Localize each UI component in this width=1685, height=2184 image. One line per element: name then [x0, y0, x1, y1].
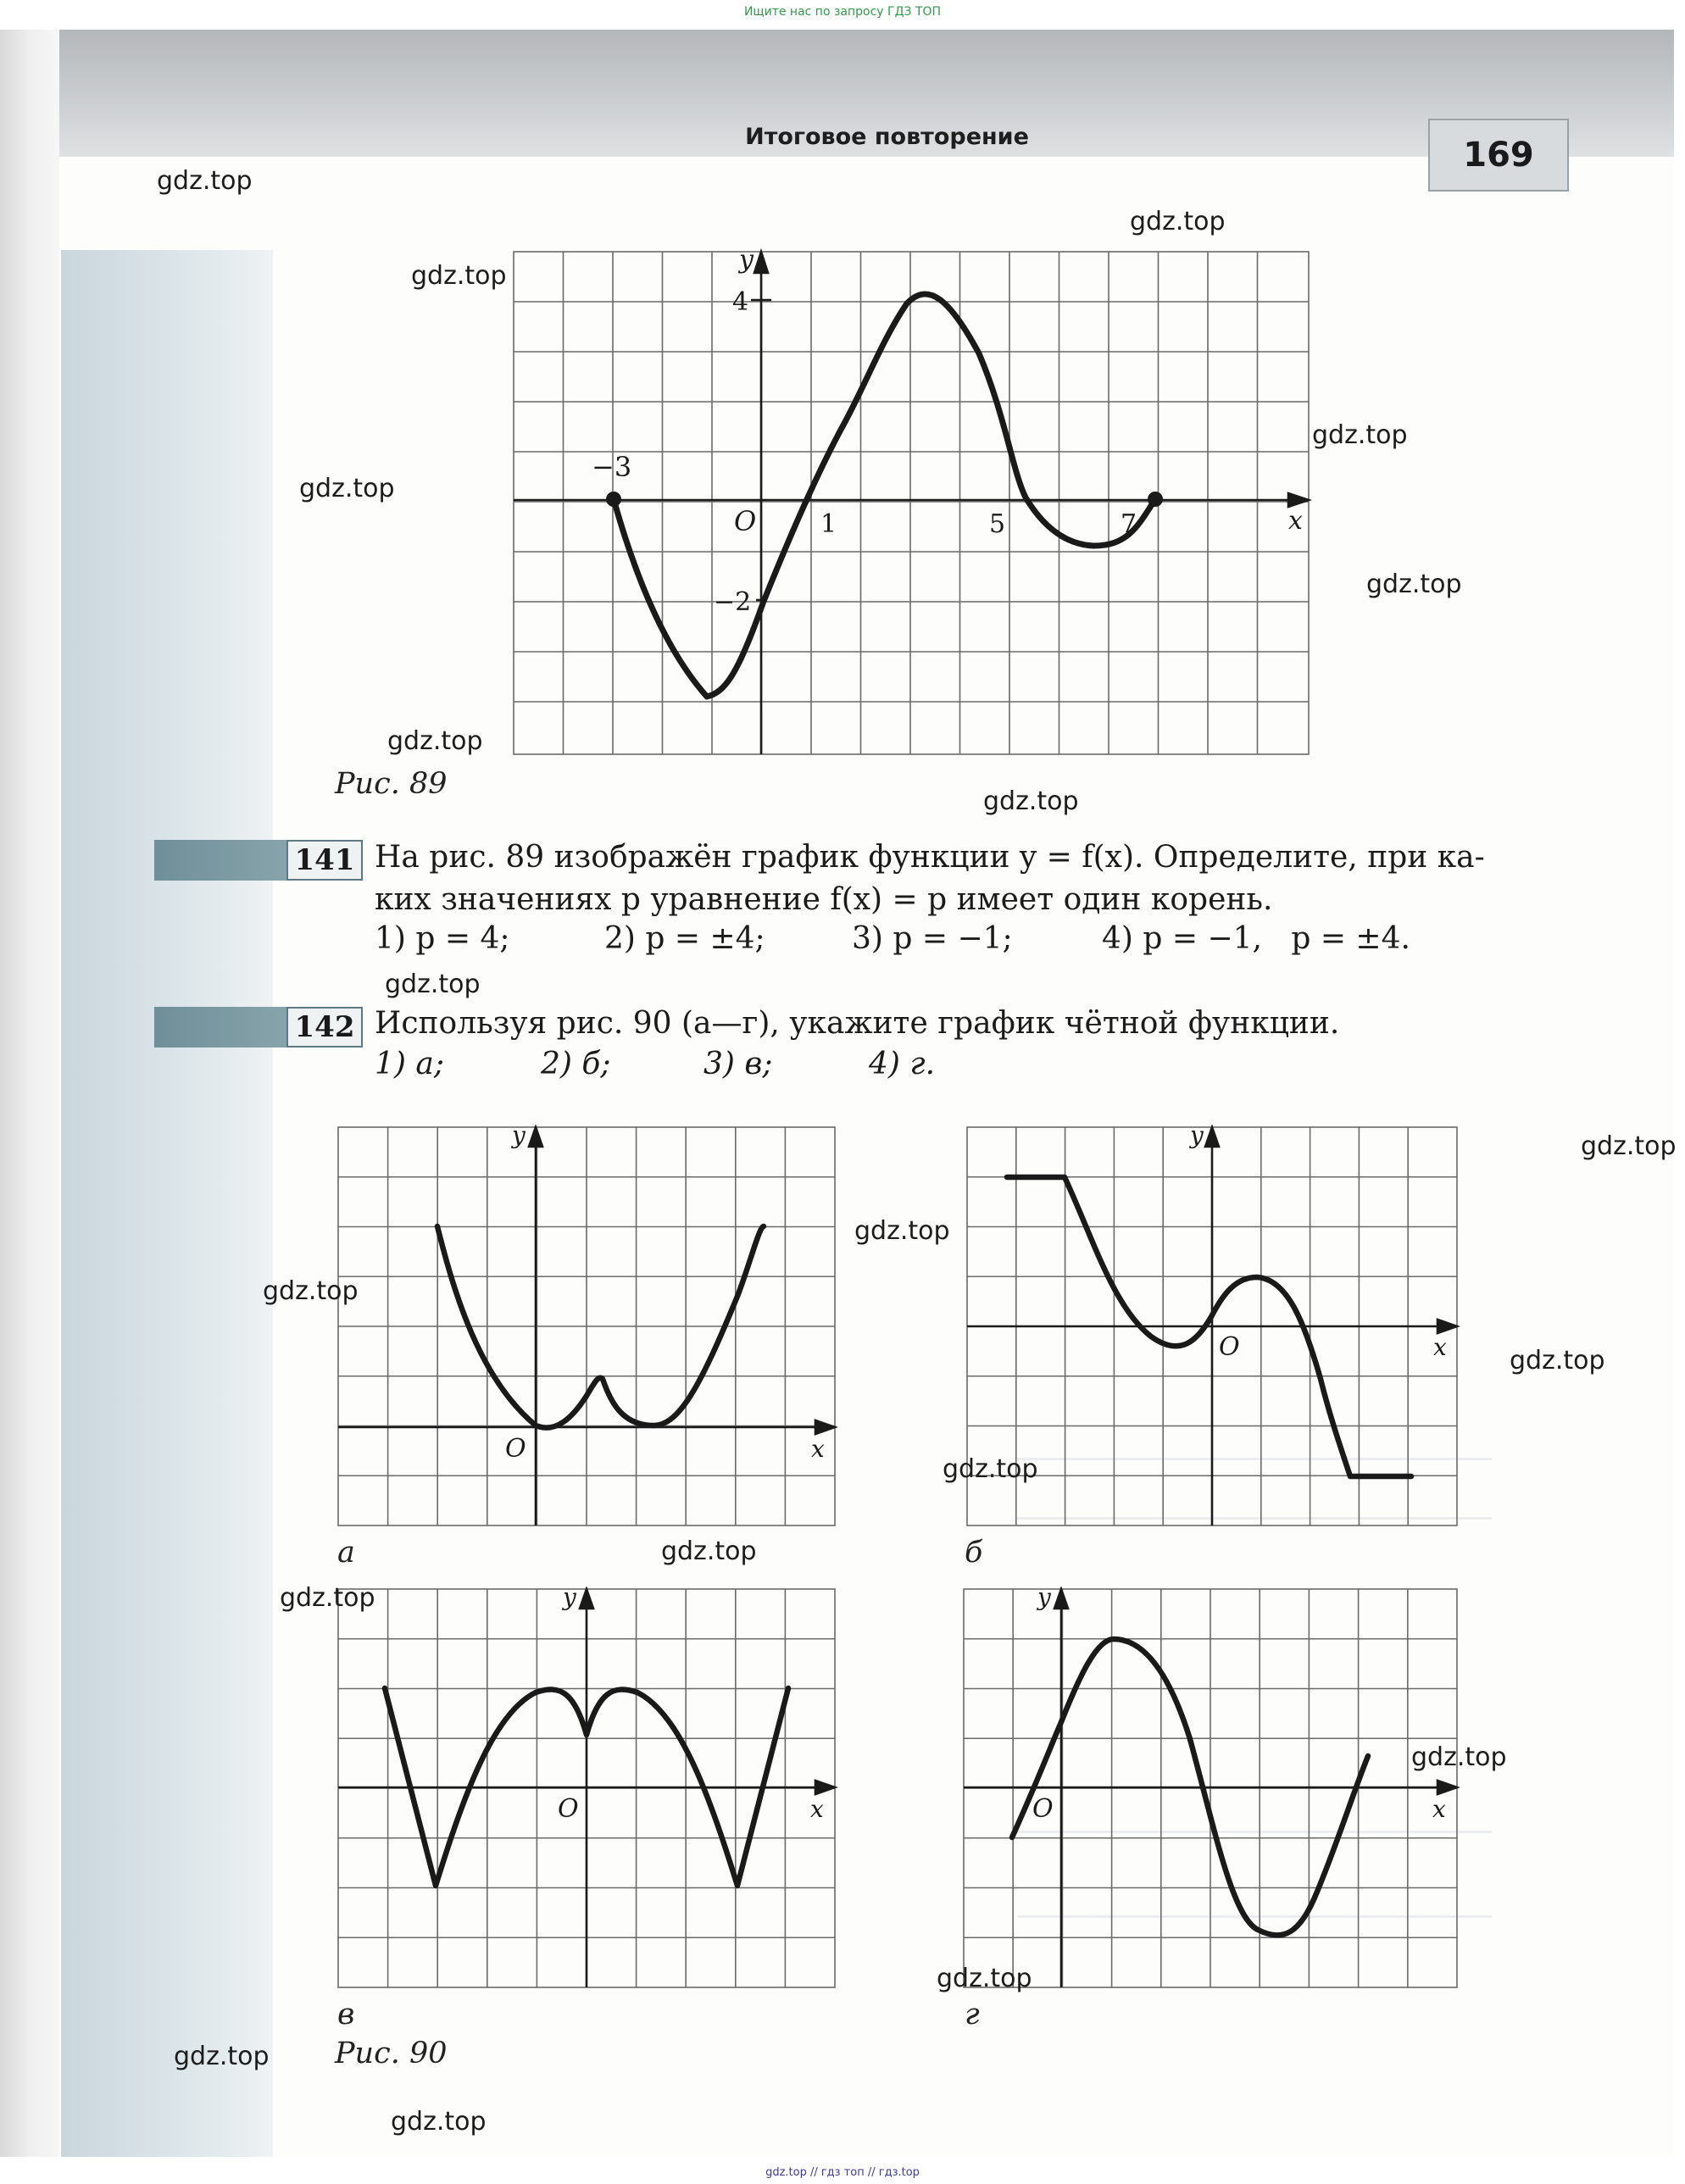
problem-141-badge [154, 840, 363, 881]
graph-v-y-label: y [563, 1587, 576, 1611]
axes [514, 252, 1309, 754]
watermark: gdz.top [854, 1216, 950, 1246]
problem-142-number: 142 [286, 1007, 363, 1048]
figure-90g [961, 1587, 1461, 1992]
graph-g-x-label: x [1432, 1795, 1446, 1823]
problem-141-line1: На рис. 89 изображён график функции y = f(x). Определите, при ка- [375, 840, 1485, 875]
graph-v-origin: O [558, 1794, 579, 1824]
tick-minus-3: −3 [592, 451, 632, 483]
graph-b-origin: O [1219, 1332, 1240, 1362]
watermark: gdz.top [1312, 420, 1408, 450]
watermark: gdz.top [1510, 1346, 1605, 1375]
watermark: gdz.top [943, 1454, 1038, 1484]
watermark: gdz.top [385, 970, 481, 999]
tick-7: 7 [1121, 509, 1137, 539]
watermark: gdz.top [1366, 570, 1462, 599]
problem-142-option-2: 2) б; [541, 1047, 611, 1081]
function-curve [614, 294, 1155, 697]
figure-90-caption: Рис. 90 [335, 2037, 448, 2070]
watermark: gdz.top [1411, 1742, 1507, 1772]
tick-4: 4 [732, 287, 749, 317]
problem-142-line1: Используя рис. 90 (а—г), укажите график чётной функции. [375, 1006, 1340, 1041]
graph-g-origin: O [1032, 1794, 1054, 1824]
grid [514, 252, 1309, 754]
watermark: gdz.top [391, 2107, 487, 2137]
problem-141-line2: ких значениях p уравнение f(x) = p имеет один корень. [375, 882, 1273, 917]
tick-1: 1 [820, 509, 837, 539]
problem-142-badge [154, 1007, 363, 1048]
watermark: gdz.top [411, 261, 507, 291]
side-band [61, 250, 273, 2157]
endpoint-left [606, 492, 621, 507]
header-title: Итоговое повторение [745, 124, 1029, 150]
page-left-edge [0, 30, 61, 2157]
watermark: gdz.top [387, 726, 483, 756]
bottom-note: gdz.top // гдз топ // гдз.top [765, 2166, 920, 2179]
x-axis-label: x [1288, 506, 1303, 536]
watermark: gdz.top [157, 166, 253, 196]
watermark: gdz.top [174, 2042, 270, 2071]
tick-5: 5 [989, 509, 1006, 539]
figure-90v [336, 1587, 839, 1992]
graph-b-x-label: x [1433, 1333, 1447, 1361]
graph-b-y-label: y [1190, 1125, 1204, 1149]
problem-142-option-3: 3) в; [703, 1047, 773, 1081]
figure-90a-letter: а [337, 1536, 355, 1570]
watermark: gdz.top [983, 786, 1079, 816]
graph-a-y-label: y [512, 1125, 526, 1149]
watermark: gdz.top [299, 474, 395, 503]
graph-g-y-label: y [1037, 1587, 1051, 1611]
figure-90a [336, 1125, 839, 1530]
watermark: gdz.top [263, 1276, 359, 1306]
top-note: Ищите нас по запросу ГДЗ ТОП [743, 5, 942, 19]
watermark: gdz.top [937, 1964, 1032, 1993]
watermark: gdz.top [1581, 1131, 1677, 1161]
problem-141-option-3: 3) p = −1; [852, 921, 1013, 956]
figure-89 [509, 247, 1322, 764]
figure-90g-letter: г [965, 1998, 980, 2031]
problem-142-option-1: 1) а; [375, 1047, 444, 1081]
figure-90b [965, 1125, 1461, 1530]
graph-a-curve [437, 1226, 764, 1428]
watermark: gdz.top [280, 1583, 375, 1613]
problem-141-option-2: 2) p = ±4; [604, 921, 765, 956]
origin-label: O [734, 505, 757, 537]
figure-89-caption: Рис. 89 [335, 767, 448, 801]
graph-a-origin: O [505, 1434, 526, 1464]
problem-141-option-1: 1) p = 4; [375, 921, 510, 956]
page-number: 169 [1428, 119, 1569, 192]
problem-141-number: 141 [286, 840, 363, 881]
problem-141-option-4: 4) p = −1, p = ±4. [1102, 921, 1410, 956]
watermark: gdz.top [661, 1537, 757, 1566]
graph-a-x-label: x [811, 1435, 825, 1463]
tick-minus-2: −2 [714, 587, 752, 617]
problem-142-option-4: 4) г. [869, 1047, 936, 1081]
figure-90v-letter: в [337, 1998, 355, 2031]
endpoint-right [1148, 492, 1163, 507]
watermark: gdz.top [1130, 207, 1226, 236]
figure-90b-letter: б [965, 1536, 983, 1570]
y-axis-label: y [739, 247, 754, 275]
graph-v-x-label: x [810, 1795, 824, 1823]
